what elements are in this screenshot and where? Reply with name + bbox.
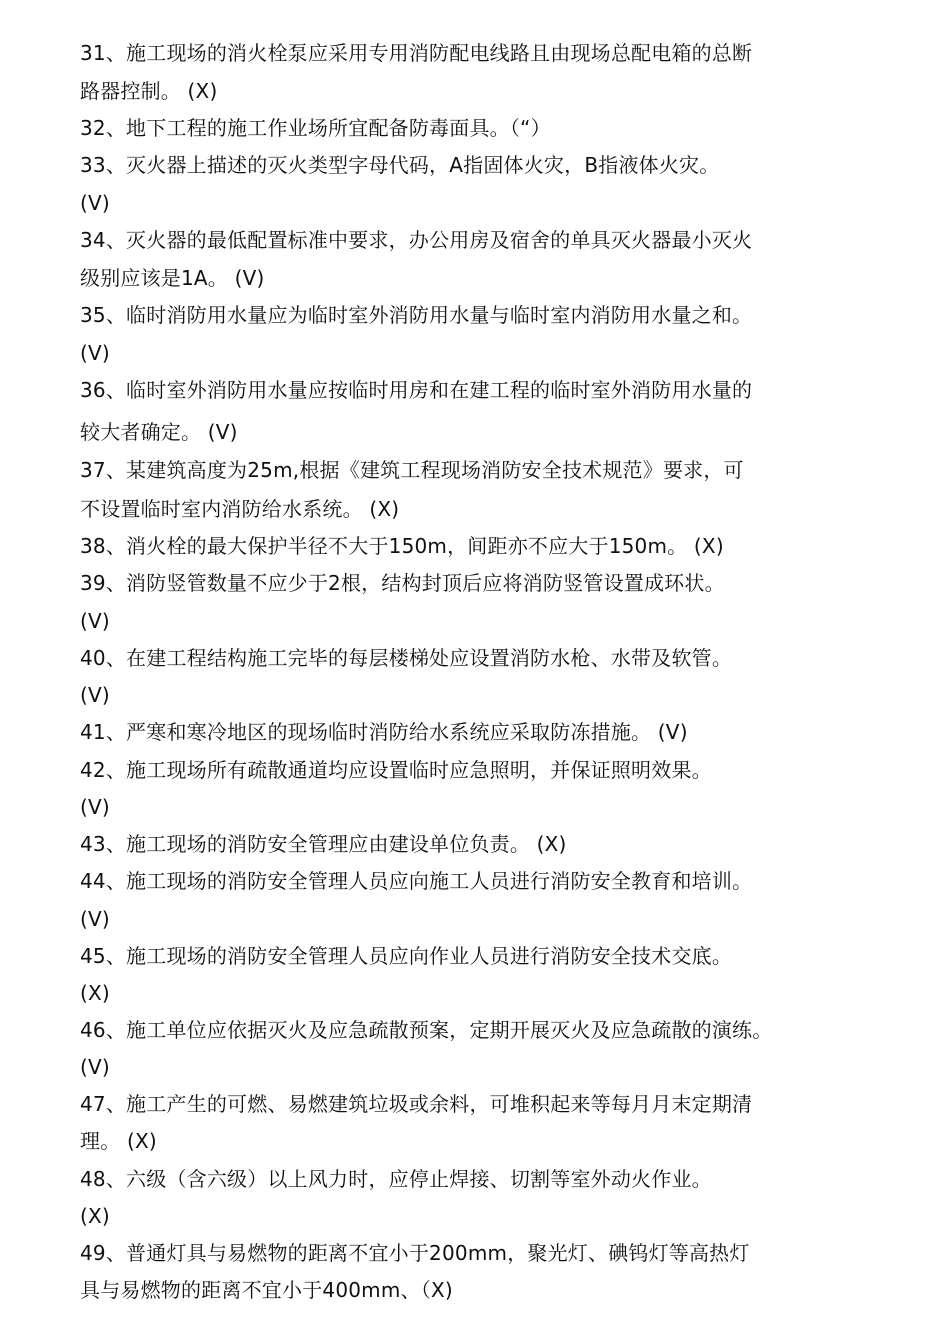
text-line: 44、施工现场的消防安全管理人员应向施工人员进行消防安全教育和培训。: [80, 869, 753, 893]
text-line: 路器控制。 (X): [80, 79, 218, 103]
text-line: (V): [80, 191, 110, 215]
text-line: 不设置临时室内消防给水系统。 (X): [80, 497, 400, 521]
text-line: 34、灭火器的最低配置标准中要求，办公用房及宿舍的单具灭火器最小灭火: [80, 228, 753, 252]
text-line: 31、施工现场的消火栓泵应采用专用消防配电线路且由现场总配电箱的总断: [80, 41, 753, 65]
text-line: (X): [80, 1204, 110, 1228]
text-line: 级别应该是1A。 (V): [80, 266, 265, 290]
text-line: (V): [80, 907, 110, 931]
text-line: (X): [80, 981, 110, 1005]
text-line: 具与易燃物的距离不宜小于400mm、（X): [80, 1278, 453, 1302]
text-line: 35、临时消防用水量应为临时室外消防用水量与临时室内消防用水量之和。: [80, 303, 753, 327]
text-line: (V): [80, 1055, 110, 1079]
text-line: (V): [80, 795, 110, 819]
text-line: 41、严寒和寒冷地区的现场临时消防给水系统应采取防冻措施。 (V): [80, 720, 688, 744]
text-line: 49、普通灯具与易燃物的距离不宜小于200mm，聚光灯、碘钨灯等高热灯: [80, 1241, 750, 1265]
text-line: (V): [80, 609, 110, 633]
text-line: 39、消防竖管数量不应少于2根，结构封顶后应将消防竖管设置成环状。: [80, 571, 725, 595]
text-line: 48、六级（含六级）以上风力时，应停止焊接、切割等室外动火作业。: [80, 1167, 712, 1191]
text-line: 37、某建筑高度为25m,根据《建筑工程现场消防安全技术规范》要求，可: [80, 458, 744, 482]
text-line: 42、施工现场所有疏散通道均应设置临时应急照明，并保证照明效果。: [80, 758, 712, 782]
text-line: 45、施工现场的消防安全管理人员应向作业人员进行消防安全技术交底。: [80, 944, 733, 968]
text-line: 47、施工产生的可燃、易燃建筑垃圾或余料，可堆积起来等每月月末定期清: [80, 1092, 753, 1116]
text-line: 32、地下工程的施工作业场所宜配备防毒面具。（“）: [80, 116, 551, 140]
text-line: 36、临时室外消防用水量应按临时用房和在建工程的临时室外消防用水量的: [80, 378, 753, 402]
text-line: 理。 (X): [80, 1129, 157, 1153]
text-line: 38、消火栓的最大保护半径不大于150m，间距亦不应大于150m。 (X): [80, 534, 724, 558]
text-line: (V): [80, 683, 110, 707]
text-line: 43、施工现场的消防安全管理应由建设单位负责。 (X): [80, 832, 567, 856]
text-line: (V): [80, 341, 110, 365]
text-line: 33、灭火器上描述的灭火类型字母代码，A指固体火灾，B指液体火灾。: [80, 153, 720, 177]
text-line: 46、施工单位应依据灭火及应急疏散预案，定期开展灭火及应急疏散的演练。: [80, 1018, 773, 1042]
text-line: 40、在建工程结构施工完毕的每层楼梯处应设置消防水枪、水带及软管。: [80, 646, 733, 670]
text-line: 较大者确定。 (V): [80, 420, 238, 444]
